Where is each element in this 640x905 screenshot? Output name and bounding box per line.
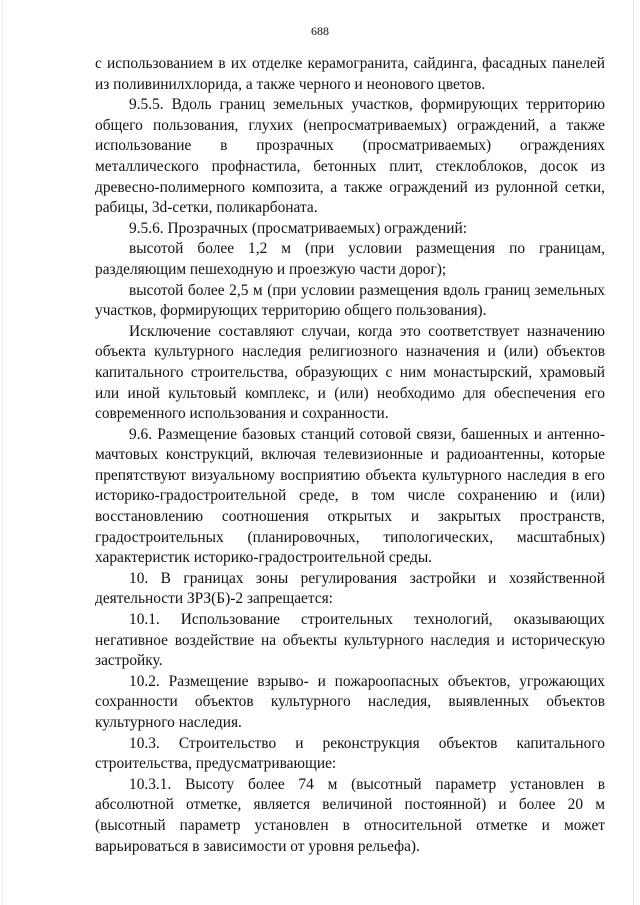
paragraph-10: 10. В границах зоны регулирования застройки и хозяйственной деятельности ЗРЗ(Б)-2 запрещается: — [95, 569, 605, 608]
paragraph-continuation: с использованием в их отделке керамогранита, сайдинга, фасадных панелей из поливинилхлорида, а также черного и неонового цветов. — [95, 55, 605, 93]
paragraph-10-2: 10.2. Размещение взрыво- и пожароопасных объектов, угрожающих сохранности объектов культурного наследия, выявленных объектов культурного наследия. — [95, 672, 605, 731]
page-number: 688 — [311, 24, 329, 38]
scan-edge-right — [633, 0, 634, 905]
paragraph-9-6: 9.6. Размещение базовых станций сотовой связи, башенных и антенно-мачтовых конструкций, включая телевизионные и радиоантенны, которые препятствуют визуальному восприятию объекта культурного наследия в его историко-градостроительной среде, в том числе сохранению и (или) восстановлению соотношения открытых и закрытых пространств, градостроительных (планировочных, типологических, масштабных) характеристик историко-градостроительной среды. — [95, 425, 605, 567]
paragraph-height-2-5: высотой более 2,5 м (при условии размещения вдоль границ земельных участков, формирующих территорию общего пользования). — [95, 281, 605, 320]
paragraph-exception: Исключение составляют случаи, когда это соответствует назначению объекта культурного наследия религиозного назначения и (или) объектов капитального строительства, образующих с ним монастырский, храмовый или иной культовый комплекс, и (или) необходимо для обеспечения его современного использования и сохранности. — [95, 322, 605, 423]
paragraph-9-5-5: 9.5.5. Вдоль границ земельных участков, формирующих территорию общего пользования, глухих (непросматриваемых) ограждений, а также использование в прозрачных (просматриваемых) ограждениях металлического профнастила, бетонных плит, стеклоблоков, досок из древесно-полимерного композита, а также ограждений из рулонной сетки, рабицы, 3d-сетки, поликарбоната. — [95, 96, 605, 217]
paragraph-height-1-2: высотой более 1,2 м (при условии размещения по границам, разделяющим пешеходную и проезжую части дорог); — [95, 240, 605, 278]
paragraph-9-5-6: 9.5.6. Прозрачных (просматриваемых) ограждений: — [129, 219, 467, 237]
document-body — [95, 54, 605, 857]
scan-edge-left — [2, 0, 3, 905]
paragraph-10-3: 10.3. Строительство и реконструкция объектов капитального строительства, предусматривающие: — [95, 734, 605, 773]
paragraph-10-3-1: 10.3.1. Высоту более 74 м (высотный параметр установлен в абсолютной отметке, является величиной постоянной) и более 20 м (высотный параметр установлен в относительной отметке и может варьироваться в зависимости от уровня рельефа). — [95, 775, 605, 855]
paragraph-10-1: 10.1. Использование строительных технологий, оказывающих негативное воздействие на объекты культурного наследия и историческую застройку. — [95, 611, 605, 670]
